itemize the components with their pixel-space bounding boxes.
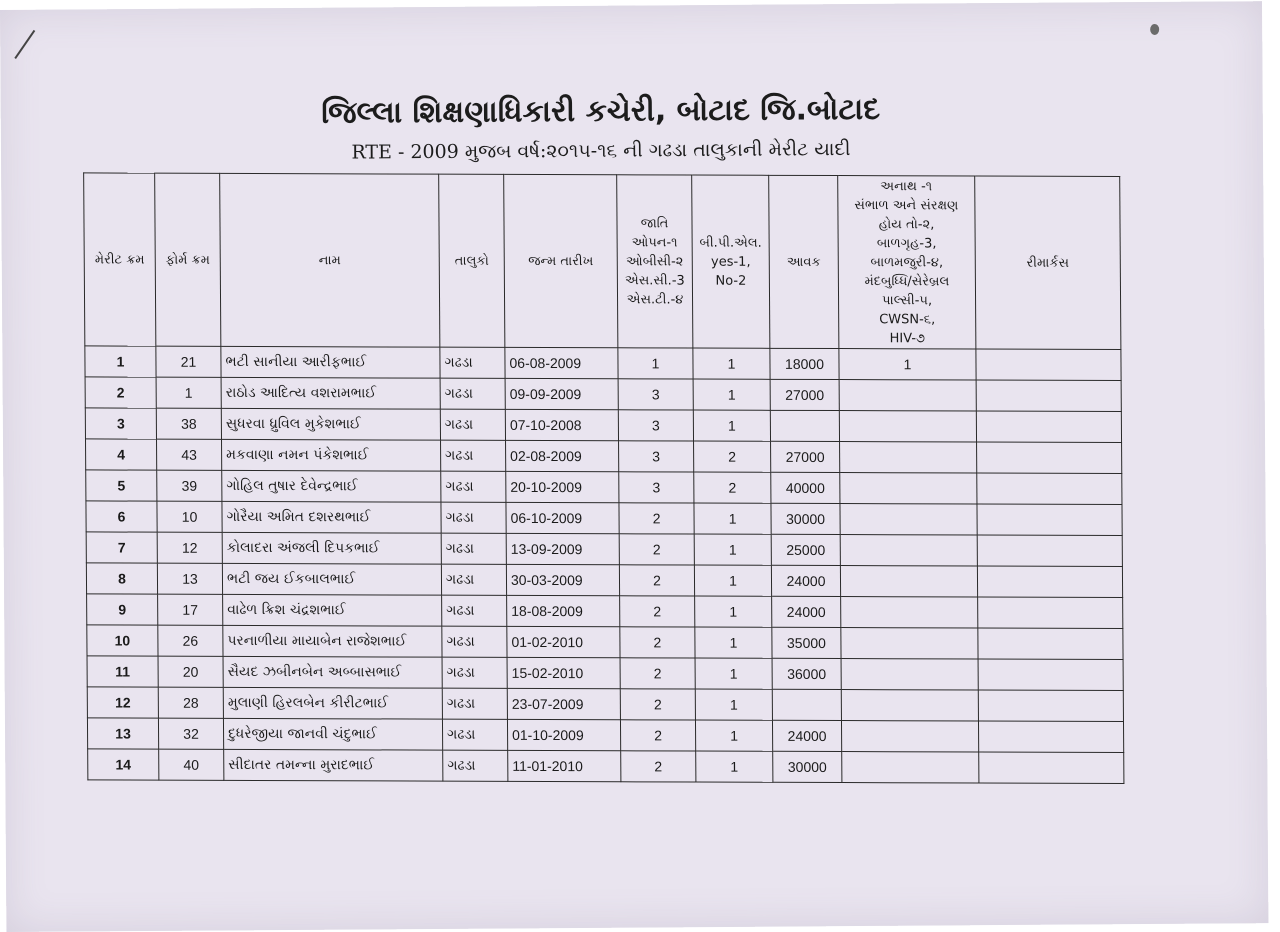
taluka-cell: ગઢડા [441, 502, 506, 533]
header-orphan-category: અનાથ -૧ સંભાળ અને સંરક્ષણ હોય તો-૨, બાળગૃહ-3, બાળમજુરી-૪, મંદબુધ્ધિ/સેરેબ્રલ પાલ્સી-૫, CWSN-૬, HIV-૭ [838, 176, 976, 349]
scanned-paper [0, 1, 1268, 932]
orphan-category-cell [841, 721, 978, 752]
dob-cell: 09-09-2009 [505, 378, 618, 409]
remarks-cell [978, 659, 1123, 691]
income-cell: 24000 [771, 565, 840, 596]
dob-cell: 13-09-2009 [506, 533, 619, 564]
remarks-cell [976, 349, 1121, 381]
table-row [87, 718, 1123, 753]
remarks-cell [977, 504, 1122, 536]
form-no-cell: 12 [157, 532, 222, 563]
student-name-cell: ગોહિલ તુષાર દેવેન્દ્રભાઈ [222, 470, 441, 502]
remarks-cell [978, 721, 1123, 753]
taluka-cell: ગઢડા [442, 719, 507, 750]
header-caste: જાતિ ઓપન-૧ ઓબીસી-૨ એસ.સી.-3 એસ.ટી.-૪ [617, 175, 693, 348]
taluka-cell: ગઢડા [442, 657, 507, 688]
table-body [85, 346, 1124, 784]
remarks-cell [977, 566, 1122, 598]
student-name-cell: ભટી સાનીયા આરીફભાઈ [221, 346, 440, 378]
caste-cell: 2 [620, 596, 695, 627]
orphan-category-cell [841, 659, 978, 690]
taluka-cell: ગઢડા [441, 440, 506, 471]
header-dob: જન્મ તારીખ [504, 174, 618, 347]
remarks-cell [976, 380, 1121, 412]
dob-cell: 07-10-2008 [505, 409, 618, 440]
student-name-cell: કોલાદરા અંજલી દિપકભાઈ [222, 532, 441, 564]
orphan-category-cell [840, 473, 977, 504]
header-income: આવક [769, 175, 839, 348]
header-remarks: રીમાર્કસ [975, 176, 1121, 350]
table-row [87, 594, 1123, 629]
caste-cell: 3 [619, 472, 694, 503]
caste-cell: 3 [618, 379, 693, 410]
table-row [86, 470, 1122, 505]
income-cell [772, 689, 841, 720]
caste-cell: 2 [620, 627, 695, 658]
form-no-cell: 1 [156, 377, 221, 408]
bpl-cell: 1 [695, 689, 772, 720]
student-name-cell: સૈયદ ઝબીનબેન અબ્બાસભાઈ [223, 656, 442, 688]
remarks-cell [976, 411, 1121, 443]
caste-cell: 2 [619, 503, 694, 534]
income-cell: 18000 [770, 348, 839, 379]
bpl-cell: 1 [693, 348, 770, 379]
bpl-cell: 1 [695, 658, 772, 689]
form-no-cell: 21 [156, 346, 221, 377]
table-row [85, 377, 1121, 412]
orphan-category-cell [842, 752, 979, 783]
orphan-category-cell [840, 504, 977, 535]
taluka-cell: ગઢડા [442, 595, 507, 626]
orphan-category-cell [841, 690, 978, 721]
header-bpl: બી.પી.એલ. yes-1, No-2 [692, 175, 770, 348]
student-name-cell: સીદાતર તમન્ના મુરાદભાઈ [224, 749, 443, 781]
header-taluka: તાલુકો [439, 174, 505, 347]
income-cell: 24000 [772, 596, 841, 627]
student-name-cell: રાઠોડ આદિત્ય વશરામભાઈ [221, 377, 440, 409]
orphan-category-cell [840, 442, 977, 473]
student-name-cell: દુધરેજીયા જાનવી ચંદુભાઈ [223, 718, 442, 750]
form-no-cell: 40 [159, 749, 224, 780]
merit-no-cell: 13 [87, 718, 158, 749]
form-no-cell: 20 [158, 656, 223, 687]
caste-cell: 2 [620, 658, 695, 689]
form-no-cell: 26 [158, 625, 223, 656]
form-no-cell: 38 [156, 408, 221, 439]
merit-no-cell: 4 [85, 439, 156, 470]
orphan-category-cell [840, 566, 977, 597]
merit-no-cell: 7 [86, 532, 157, 563]
merit-no-cell: 9 [87, 594, 158, 625]
student-name-cell: ભટી જય ઈકબાલભાઈ [222, 563, 441, 595]
remarks-cell [978, 628, 1123, 660]
income-cell: 40000 [771, 472, 840, 503]
taluka-cell: ગઢડા [442, 626, 507, 657]
income-cell: 25000 [771, 534, 840, 565]
merit-table [83, 172, 1124, 784]
merit-no-cell: 8 [86, 563, 157, 594]
dob-cell: 01-10-2009 [507, 719, 620, 750]
office-title: જિલ્લા શિક્ષણાધિકારી કચેરી, બોટાદ જિ.બોટાદ [321, 91, 881, 131]
merit-no-cell: 11 [87, 656, 158, 687]
form-no-cell: 39 [157, 470, 222, 501]
caste-cell: 2 [620, 689, 695, 720]
caste-cell: 1 [618, 348, 693, 379]
remarks-cell [979, 752, 1124, 784]
student-name-cell: ગોરૈયા અમિત દશરથભાઈ [222, 501, 441, 533]
dob-cell: 01-02-2010 [507, 626, 620, 657]
orphan-category-cell: 1 [839, 349, 976, 380]
income-cell: 30000 [771, 503, 840, 534]
dob-cell: 18-08-2009 [507, 595, 620, 626]
merit-no-cell: 6 [86, 501, 157, 532]
ink-spot [1150, 24, 1159, 35]
pen-mark [14, 30, 35, 59]
form-no-cell: 43 [156, 439, 221, 470]
table-row [87, 656, 1123, 691]
dob-cell: 20-10-2009 [506, 471, 619, 502]
form-no-cell: 32 [158, 718, 223, 749]
table-row [88, 749, 1124, 784]
bpl-cell: 1 [695, 596, 772, 627]
bpl-cell: 1 [695, 720, 772, 751]
table-row [87, 625, 1123, 660]
orphan-category-cell [839, 411, 976, 442]
caste-cell: 2 [621, 751, 696, 782]
caste-cell: 2 [619, 565, 694, 596]
taluka-cell: ગઢડા [441, 471, 506, 502]
caste-cell: 2 [619, 534, 694, 565]
taluka-cell: ગઢડા [442, 688, 507, 719]
income-cell: 36000 [772, 658, 841, 689]
form-no-cell: 17 [158, 594, 223, 625]
form-no-cell: 13 [157, 563, 222, 594]
merit-no-cell: 3 [85, 408, 156, 439]
merit-no-cell: 5 [86, 470, 157, 501]
dob-cell: 23-07-2009 [507, 688, 620, 719]
dob-cell: 15-02-2010 [507, 657, 620, 688]
bpl-cell: 1 [694, 565, 771, 596]
student-name-cell: પરનાળીયા માયાબેન રાજેશભાઈ [223, 625, 442, 657]
table-row [85, 439, 1121, 474]
table-header [84, 173, 1121, 350]
header-name: નામ [220, 173, 440, 347]
income-cell [770, 410, 839, 441]
student-name-cell: મુલાણી હિરલબેન કીરીટભાઈ [223, 687, 442, 719]
taluka-cell: ગઢડા [443, 750, 508, 781]
table-row [87, 687, 1123, 722]
merit-no-cell: 10 [87, 625, 158, 656]
bpl-cell: 1 [694, 534, 771, 565]
remarks-cell [978, 690, 1123, 722]
bpl-cell: 1 [693, 410, 770, 441]
form-no-cell: 10 [157, 501, 222, 532]
caste-cell: 3 [618, 410, 693, 441]
caste-cell: 2 [620, 720, 695, 751]
income-cell: 27000 [771, 441, 840, 472]
dob-cell: 30-03-2009 [506, 564, 619, 595]
merit-no-cell: 1 [85, 346, 156, 377]
bpl-cell: 2 [694, 441, 771, 472]
remarks-cell [978, 597, 1123, 629]
table-row [86, 501, 1122, 536]
table-row [86, 532, 1122, 567]
merit-no-cell: 2 [85, 377, 156, 408]
caste-cell: 3 [619, 441, 694, 472]
remarks-cell [977, 442, 1122, 474]
income-cell: 30000 [773, 751, 842, 782]
merit-no-cell: 14 [88, 749, 159, 780]
table-row [86, 563, 1122, 598]
table-row [85, 346, 1121, 381]
table-row [85, 408, 1121, 443]
student-name-cell: સુધરવા ધ્રુવિલ મુકેશભાઈ [221, 408, 440, 440]
taluka-cell: ગઢડા [440, 378, 505, 409]
header-merit-no: મેરીટ ક્રમ [84, 173, 156, 346]
header-row [84, 173, 1121, 350]
income-cell: 35000 [772, 627, 841, 658]
bpl-cell: 1 [695, 627, 772, 658]
bpl-cell: 1 [694, 503, 771, 534]
orphan-category-cell [840, 535, 977, 566]
taluka-cell: ગઢડા [440, 347, 505, 378]
bpl-cell: 2 [694, 472, 771, 503]
remarks-cell [977, 535, 1122, 567]
header-form-no: ફોર્મ ક્રમ [155, 173, 221, 346]
orphan-category-cell [841, 628, 978, 659]
taluka-cell: ગઢડા [440, 409, 505, 440]
bpl-cell: 1 [696, 751, 773, 782]
form-no-cell: 28 [158, 687, 223, 718]
taluka-cell: ગઢડા [441, 564, 506, 595]
dob-cell: 02-08-2009 [506, 440, 619, 471]
remarks-cell [977, 473, 1122, 505]
orphan-category-cell [841, 597, 978, 628]
orphan-category-cell [839, 380, 976, 411]
student-name-cell: વાઢેળ ક્રિશ ચંદ્રશભાઈ [223, 594, 442, 626]
dob-cell: 11-01-2010 [508, 750, 621, 781]
income-cell: 24000 [772, 720, 841, 751]
taluka-cell: ગઢડા [441, 533, 506, 564]
income-cell: 27000 [770, 379, 839, 410]
dob-cell: 06-08-2009 [505, 347, 618, 378]
dob-cell: 06-10-2009 [506, 502, 619, 533]
student-name-cell: મકવાણા નમન પંકેશભાઈ [222, 439, 441, 471]
merit-list-subtitle: RTE - 2009 મુજબ વર્ષ:૨૦૧૫-૧૬ ની ગઢડા તાલુકાની મેરીટ યાદી [351, 138, 851, 164]
merit-no-cell: 12 [87, 687, 158, 718]
bpl-cell: 1 [693, 379, 770, 410]
